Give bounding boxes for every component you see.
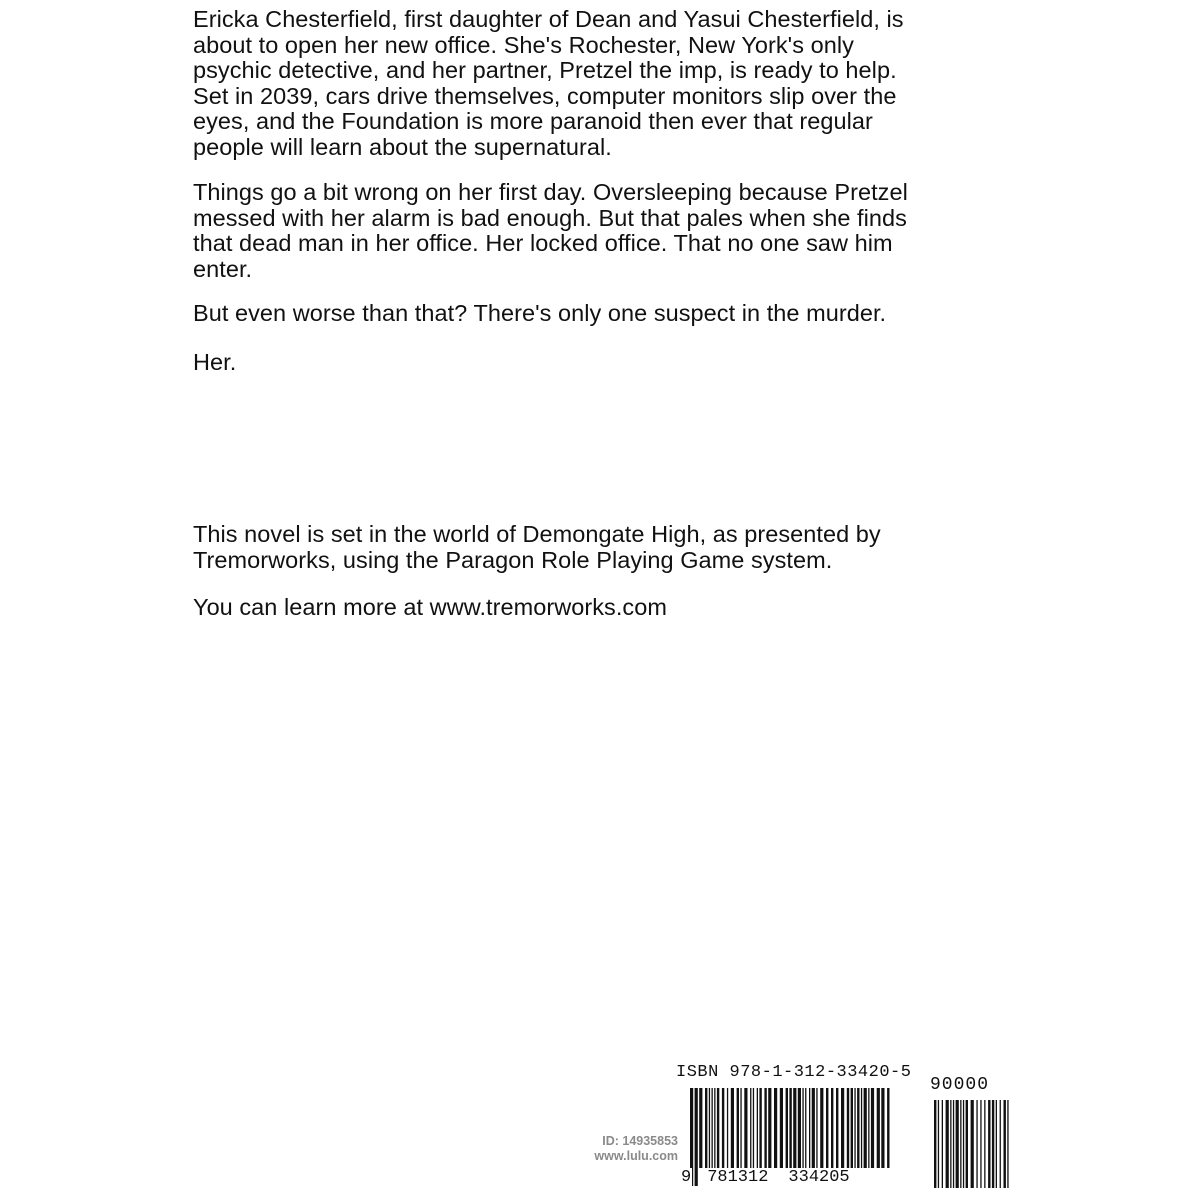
barcode-bar xyxy=(877,1088,880,1168)
barcode-bar xyxy=(826,1088,828,1168)
barcode-bar xyxy=(764,1088,766,1168)
barcode-bar xyxy=(759,1088,761,1168)
barcode-bar xyxy=(812,1088,815,1168)
barcode-bar xyxy=(789,1088,791,1168)
barcode-bar xyxy=(712,1088,713,1168)
barcode-bar xyxy=(976,1100,977,1188)
setting-note-text: This novel is set in the world of Demongate High, as presented by Tremorworks, using the Paragon Role Playing Game system. xyxy=(193,521,881,573)
barcode-digits xyxy=(680,1168,851,1187)
barcode-bar xyxy=(942,1100,943,1188)
isbn-label: ISBN 978-1-312-33420-5 xyxy=(676,1063,912,1082)
barcode-bar xyxy=(841,1088,844,1168)
barcode-bar xyxy=(699,1088,702,1168)
blurb-text: But even worse than that? There's only one suspect in the murder. xyxy=(193,300,887,326)
barcode-bar xyxy=(953,1100,954,1188)
barcode-bar xyxy=(980,1100,981,1188)
barcode-bar xyxy=(871,1088,874,1168)
barcode-bar xyxy=(744,1088,747,1168)
barcode-left-group: 781312 xyxy=(707,1168,769,1187)
barcode-bar xyxy=(1007,1100,1008,1188)
barcode-bar xyxy=(960,1100,961,1188)
learn-more-note xyxy=(193,595,983,621)
printer-website: www.lulu.com xyxy=(594,1149,678,1163)
barcode-bar xyxy=(946,1100,949,1188)
barcode-bar xyxy=(996,1100,997,1188)
blurb-text: Her. xyxy=(193,349,237,375)
blurb-text: Ericka Chesterfield, first daughter of Dean and Yasui Chesterfield, is about to open her new office. She's Rochester, New York's only psychic detective, and her partner, Pretzel the imp, is ready to help. Set in 2039, cars drive themselves, computer monitors slip over the eyes, and the Foundation is more paranoid then ever that regular people will learn about the supernatural. xyxy=(193,6,904,160)
barcode-bar xyxy=(881,1088,884,1168)
barcode-addon-bars xyxy=(934,1100,1009,1188)
barcode-bar xyxy=(831,1088,833,1168)
barcode-bar xyxy=(793,1088,796,1168)
barcode-first-digit: 9 xyxy=(681,1168,692,1187)
barcode-bar xyxy=(847,1088,849,1168)
blurb-paragraph-her xyxy=(193,350,983,376)
barcode-bar xyxy=(854,1088,855,1168)
barcode-bar xyxy=(740,1088,741,1168)
price-addon-code: 90000 xyxy=(930,1075,990,1095)
barcode-bar xyxy=(1000,1100,1001,1188)
blurb-paragraph-suspect xyxy=(193,301,983,327)
blurb-paragraph-intro xyxy=(193,7,983,160)
blurb-paragraph-first-day xyxy=(193,180,983,282)
barcode-bar xyxy=(731,1088,734,1168)
barcode-bar xyxy=(992,1100,994,1188)
printer-id-block xyxy=(552,1134,678,1164)
barcode-bar xyxy=(805,1088,806,1168)
barcode-bar xyxy=(717,1088,719,1168)
learn-more-text: You can learn more at www.tremorworks.com xyxy=(193,594,667,620)
barcode-bar xyxy=(934,1100,936,1188)
barcode-bar xyxy=(956,1100,959,1188)
barcode-bar xyxy=(809,1088,810,1168)
barcode-bar xyxy=(868,1088,869,1168)
barcode-bar xyxy=(750,1088,751,1168)
barcode-bar xyxy=(836,1088,838,1168)
barcode-bar xyxy=(861,1088,862,1168)
barcode-bar xyxy=(966,1100,968,1188)
barcode-bar xyxy=(963,1100,964,1188)
barcode-bar xyxy=(786,1088,788,1168)
barcode-bar xyxy=(727,1088,728,1168)
barcode-bar xyxy=(780,1088,783,1168)
barcode-bar xyxy=(714,1088,715,1168)
barcode-bar xyxy=(705,1088,707,1168)
printer-id: ID: 14935853 xyxy=(602,1134,678,1148)
barcode-bar xyxy=(1004,1100,1006,1188)
setting-note xyxy=(193,522,983,573)
barcode-bar xyxy=(857,1088,859,1168)
barcode-bar xyxy=(984,1100,985,1188)
barcode-bar xyxy=(737,1088,739,1168)
barcode-bar xyxy=(802,1088,803,1168)
barcode-bar xyxy=(774,1088,777,1168)
blurb-text: Things go a bit wrong on her first day. Oversleeping because Pretzel messed with her alarm is bad enough. But that pales when she finds that dead man in her office. Her locked office. That no one saw him enter. xyxy=(193,179,908,282)
barcode-bar xyxy=(864,1088,867,1168)
barcode-bar xyxy=(938,1100,939,1188)
barcode-bar xyxy=(971,1100,974,1188)
barcode-bar xyxy=(757,1088,758,1168)
barcode-right-group: 334205 xyxy=(788,1168,850,1187)
barcode-bar xyxy=(851,1088,853,1168)
barcode-bar xyxy=(950,1100,951,1188)
barcode-bar xyxy=(768,1088,771,1168)
barcode-bar xyxy=(709,1088,710,1168)
barcode-bar xyxy=(798,1088,801,1168)
barcode-bar xyxy=(820,1088,823,1168)
barcode-bar xyxy=(816,1088,817,1168)
barcode-bar xyxy=(988,1100,990,1188)
barcode-bar xyxy=(887,1088,889,1168)
barcode-bar xyxy=(753,1088,754,1168)
barcode-bar xyxy=(722,1088,724,1168)
